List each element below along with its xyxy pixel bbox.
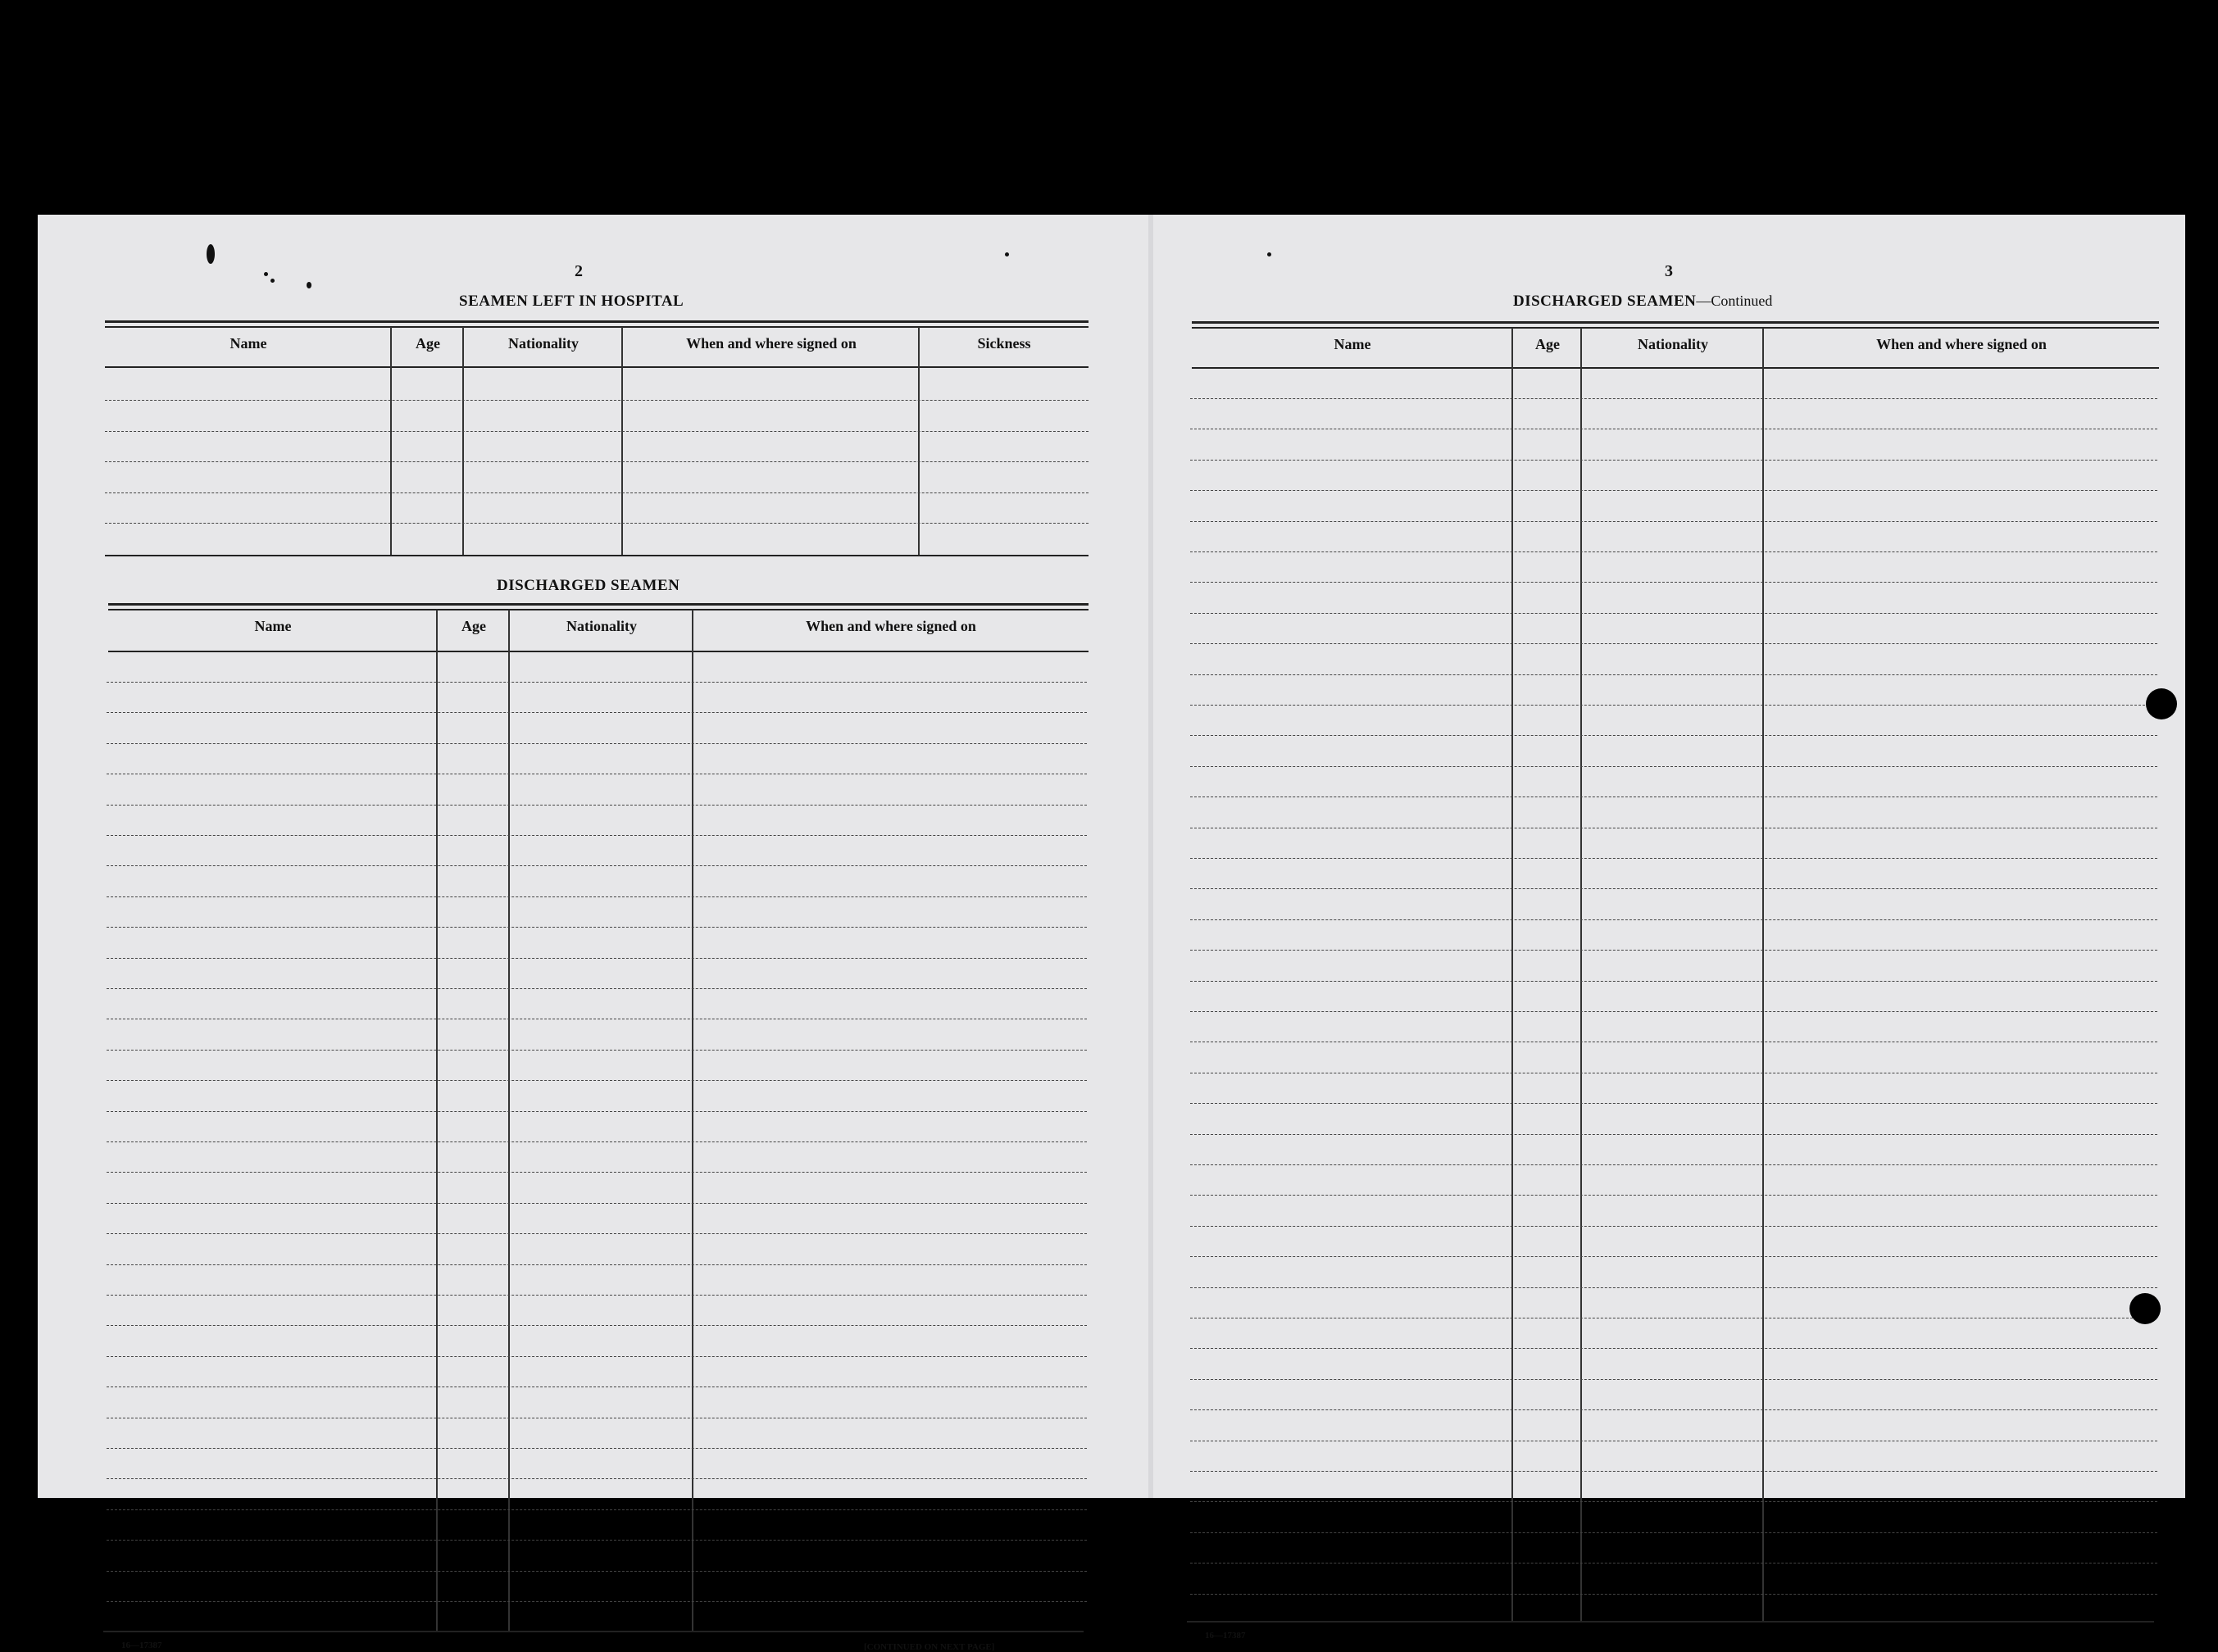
hospital-col-age: Age [416,335,440,352]
right-row-line [1190,460,2157,461]
right-divider [1511,328,1513,1621]
discharged-row-line [107,1141,1087,1142]
hospital-row-line [105,523,1089,524]
right-row-line [1190,1594,2157,1595]
form-sheet [38,215,2185,1652]
right-row-line [1190,398,2157,399]
hospital-bottom-rule [105,555,1089,556]
discharged-col-age: Age [461,618,486,634]
right-row-line [1190,551,2157,552]
hospital-divider [918,327,920,555]
punch-hole [2129,1293,2161,1324]
punch-hole [2146,688,2177,719]
right-row-line [1190,858,2157,859]
discharged-row-line [107,805,1087,806]
right-row-line [1190,490,2157,491]
right-row-line [1190,981,2157,982]
discharged-row-line [107,1509,1087,1510]
discharged-row-line [107,865,1087,866]
hospital-header-rule [105,366,1089,368]
right-row-line [1190,1379,2157,1380]
hospital-row-line [105,431,1089,432]
discharged-row-line [107,1540,1087,1541]
left-form-number: 16—17387 [121,1641,162,1650]
right-row-line [1190,1287,2157,1288]
right-row-line [1190,1164,2157,1165]
right-row-line [1190,1348,2157,1349]
ink-speck [1267,252,1271,256]
right-row-line [1190,735,2157,736]
right-row-line [1190,888,2157,889]
right-title-continued: —Continued [1696,293,1773,309]
discharged-row-line [107,682,1087,683]
right-row-line [1190,521,2157,522]
discharged-col-nationality: Nationality [566,618,637,634]
continued-note: [CONTINUED ON NEXT PAGE] [864,1642,995,1652]
right-title-main: DISCHARGED SEAMEN [1513,293,1697,310]
ink-speck [207,244,215,264]
right-row-line [1190,643,2157,644]
hospital-divider [621,327,623,555]
right-divider [1762,328,1764,1621]
discharged-row-line [107,1601,1087,1602]
discharged-col-signed-on: When and where signed on [806,618,976,634]
discharged-row-line [107,835,1087,836]
right-row-line [1190,1409,2157,1410]
discharged-row-line [107,1448,1087,1449]
discharged-row-line [107,1203,1087,1204]
hospital-top-rule [105,320,1089,323]
hospital-col-name: Name [230,335,267,352]
hospital-row-line [105,461,1089,462]
right-row-line [1190,1256,2157,1257]
discharged-row-line [107,1356,1087,1357]
ink-speck [264,272,268,276]
right-row-line [1190,1011,2157,1012]
discharged-row-line [107,712,1087,713]
right-row-line [1190,705,2157,706]
right-row-line [1190,1563,2157,1564]
right-divider [1580,328,1582,1621]
right-row-line [1190,613,2157,614]
discharged-row-line [107,896,1087,897]
discharged-row-line [107,988,1087,989]
right-header-rule [1192,367,2159,369]
hospital-divider [462,327,464,555]
ink-speck [307,282,311,288]
right-page-number: 3 [1665,262,1673,280]
hospital-top-rule-2 [105,326,1089,328]
discharged-top-rule-2 [108,609,1089,610]
right-top-rule [1192,321,2159,324]
right-row-line [1190,1532,2157,1533]
discharged-header-rule [108,651,1089,652]
right-form-number: 16—17387 [1205,1631,1246,1641]
hospital-divider [390,327,392,555]
right-row-line [1190,1226,2157,1227]
hospital-section-title: SEAMEN LEFT IN HOSPITAL [459,293,684,310]
right-row-line [1190,950,2157,951]
right-col-name: Name [1334,336,1371,352]
discharged-row-line [107,1264,1087,1265]
discharged-row-line [107,1325,1087,1326]
discharged-row-line [107,1050,1087,1051]
discharged-divider [692,610,693,1631]
discharged-top-rule [108,603,1089,606]
discharged-row-line [107,958,1087,959]
discharged-row-line [107,1571,1087,1572]
page-fold [1148,215,1153,1498]
discharged-row-line [107,1111,1087,1112]
discharged-divider [436,610,438,1631]
discharged-row-line [107,743,1087,744]
right-row-line [1190,1501,2157,1502]
discharged-bottom-rule [103,1631,1084,1632]
hospital-col-nationality: Nationality [507,335,579,352]
hospital-col-sickness: Sickness [977,335,1031,352]
discharged-row-line [107,1295,1087,1296]
hospital-row-line [105,400,1089,401]
right-row-line [1190,582,2157,583]
discharged-row-line [107,1233,1087,1234]
right-section-title [1513,293,1772,311]
right-row-line [1190,674,2157,675]
ink-speck [1005,252,1009,256]
right-row-line [1190,1134,2157,1135]
discharged-row-line [107,1172,1087,1173]
right-row-line [1190,1471,2157,1472]
discharged-row-line [107,927,1087,928]
hospital-row-line [105,492,1089,493]
discharged-row-line [107,1478,1087,1479]
right-col-age: Age [1535,336,1560,352]
right-row-line [1190,1103,2157,1104]
discharged-row-line [107,1386,1087,1387]
discharged-col-name: Name [254,618,292,634]
right-col-nationality: Nationality [1637,336,1708,352]
left-page-number: 2 [575,262,583,280]
hospital-col-signed-on: When and where signed on [686,335,857,352]
right-row-line [1190,766,2157,767]
discharged-section-title: DISCHARGED SEAMEN [497,577,680,594]
ink-speck [270,279,275,283]
right-row-line [1190,796,2157,797]
right-col-signed-on: When and where signed on [1876,336,2047,352]
right-row-line [1190,919,2157,920]
discharged-divider [508,610,510,1631]
right-row-line [1190,1195,2157,1196]
right-bottom-rule [1187,1621,2154,1622]
discharged-row-line [107,1080,1087,1081]
right-top-rule-2 [1192,327,2159,329]
